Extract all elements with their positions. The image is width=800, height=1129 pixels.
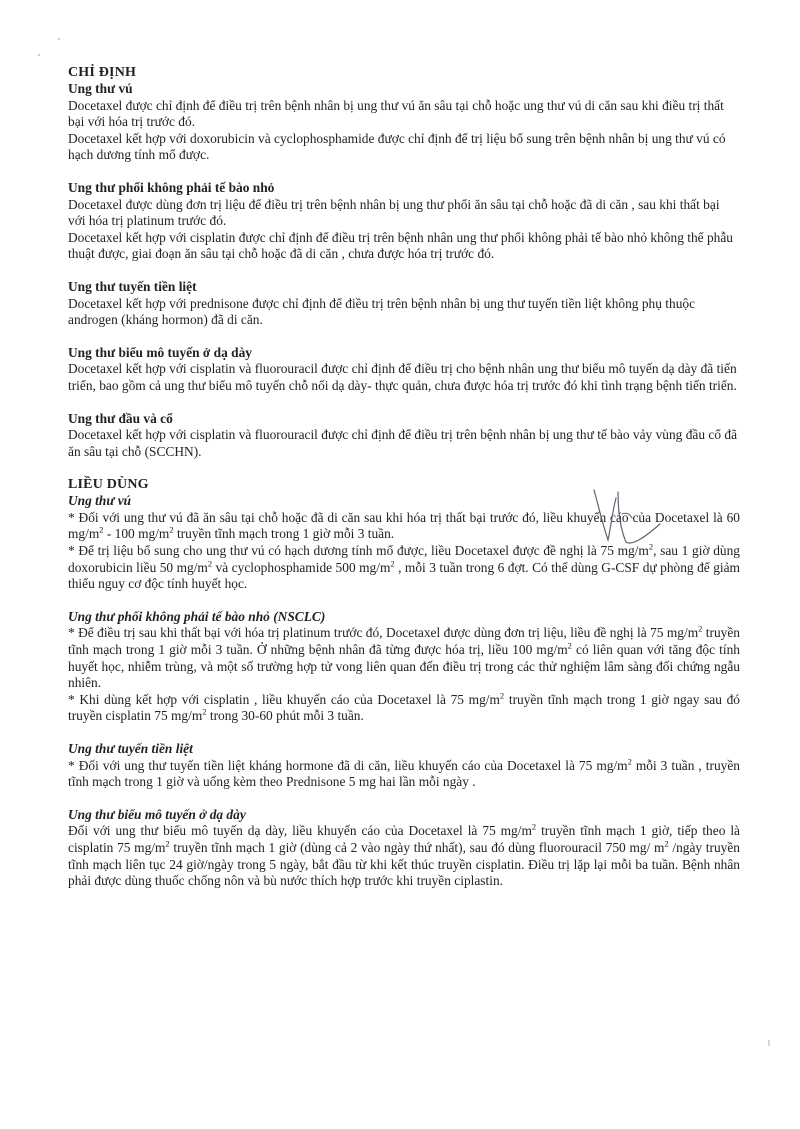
dosage-nsclc-bullet-2: * Khi dùng kết hợp với cisplatin , liều khuyến cáo của Docetaxel là 75 $mg/m^2$ truyền tĩnh mạch trong 1 giờ ngay sau đó truyền cisplatin 75 $mg/m^2$ trong 30-60 phút mỗi 3 tuần.	[68, 690, 740, 724]
indication-head-neck-p1: Docetaxel kết hợp với cisplatin và fluorouracil được chỉ định để điều trị trên bệnh nhân bị ung thư tế bào vảy vùng đầu cổ đã ăn sâu tại chỗ (SCCHN).	[68, 427, 738, 459]
indication-breast-p1: Docetaxel được chỉ định để điều trị trên bệnh nhân bị ung thư vú ăn sâu tại chỗ hoặc ung thư vú di căn sau khi điều trị thất bại với hóa trị trước đó.	[68, 97, 724, 130]
indication-prostate-p1: Docetaxel kết hợp với prednisone được chỉ định để điều trị trên bệnh nhân bị ung thư tuyến tiền liệt không phụ thuộc androgen (kháng hormon) đã di căn.	[68, 295, 696, 328]
dosage-heading: LIỀU DÙNG	[68, 477, 149, 493]
indication-breast-title: Ung thư vú	[68, 81, 133, 96]
dosage-prostate-title: Ung thư tuyến tiền liệt	[68, 741, 193, 756]
dosage-prostate-bullet-1: * Đối với ung thư tuyến tiền liệt kháng hormone đã di căn, liều khuyến cáo của Docetaxel là 75 $mg/m^2$ mỗi 3 tuần , truyền tĩnh mạch trong 1 giờ và uống kèm theo Prednisone 5 mg hai lần mỗi ngày .	[68, 756, 740, 790]
indication-nsclc-p2: Docetaxel kết hợp với cisplatin được chỉ định để điều trị trên bệnh nhân ung thư phổi không phải tế bào nhỏ không thể phẫu thuật được, giai đoạn ăn sâu tại chỗ hoặc đã di căn , chưa được hóa trị trước đó.	[68, 229, 733, 262]
document-page	[68, 64, 740, 890]
dosage-nsclc-title: Ung thư phổi không phải tế bào nhỏ (NSCLC)	[68, 608, 326, 624]
indication-nsclc-title: Ung thư phổi không phải tế bào nhỏ	[68, 179, 275, 195]
handwritten-signature	[588, 484, 668, 554]
indication-breast-p2: Docetaxel kết hợp với doxorubicin và cyclophosphamide được chỉ định để trị liệu bổ sung trên bệnh nhân bị ung thư vú có hạch dương tính mổ được.	[68, 130, 726, 163]
dosage-breast-bullet-1: * Đối với ung thư vú đã ăn sâu tại chỗ hoặc đã di căn sau khi hóa trị thất bại trước đó, liều khuyến cáo của Docetaxel là 60 $mg/m^2 - 100$ $mg/m^2$ truyền tĩnh mạch trong 1 giờ mỗi 3 tuần.	[68, 509, 740, 542]
scan-speck	[768, 1040, 770, 1046]
indication-nsclc-p1: Docetaxel được dùng đơn trị liệu để điều trị trên bệnh nhân bị ung thư phổi ăn sâu tại chỗ hoặc đã di căn , sau khi thất bại với hóa trị platinum trước đó.	[68, 196, 720, 229]
dosage-nsclc-bullet-1: * Để điều trị sau khi thất bại với hóa trị platinum trước đó, Docetaxel được dùng đơn trị liệu, liều đề nghị là 75 $mg/m^2$ truyền tĩnh mạch trong 1 giờ mỗi 3 tuần. Ở những bệnh nhân đã từng được hóa trị, liều 100 $mg/m^2$ có liên quan với tăng độc tính huyết học, nhiễm trùng, và một số trường hợp tử vong liên quan đến điều trị trong các thử nghiệm lâm sàng đối chứng ngẫu nhiên.	[68, 623, 740, 691]
indication-head-neck-title: Ung thư đầu và cổ	[68, 410, 173, 426]
indications-heading: CHỈ ĐỊNH	[68, 65, 137, 80]
scan-speck	[38, 54, 40, 56]
indication-gastric-title: Ung thư biểu mô tuyến ở dạ dày	[68, 344, 252, 360]
indication-prostate-title: Ung thư tuyến tiền liệt	[68, 278, 197, 294]
dosage-gastric-paragraph: Đối với ung thư biểu mô tuyến dạ dày, liều khuyến cáo của Docetaxel là 75 $mg/m^2$ truyền tĩnh mạch 1 giờ, tiếp theo là cisplatin 75 $mg/m^2$ truyền tĩnh mạch 1 giờ (dùng cả 2 vào ngày thứ nhất), sau đó dùng fluorouracil 750 mg/ $m^2$ /ngày truyền tĩnh mạch liên tục 24 giờ/ngày trong 5 ngày, bắt đầu từ khi kết thúc truyền cisplatin. Điều trị lặp lại mỗi ba tuần. Bệnh nhân phải được dùng thuốc chống nôn và bù nước thích hợp trước khi truyền ciplastin.	[68, 821, 741, 889]
indication-gastric-p1: Docetaxel kết hợp với cisplatin và fluorouracil được chỉ định để điều trị cho bệnh nhân ung thư biểu mô tuyến dạ dày đã tiến triển, bao gồm cả ung thư biểu mô tuyến chỗ nối dạ dày- thực quản, chưa được hóa trị trước đó khi tình trạng bệnh tiến triển.	[68, 361, 737, 393]
dosage-breast-bullet-2: * Để trị liệu bổ sung cho ung thư vú có hạch dương tính mổ được, liều Docetaxel được đề nghị là 75 $mg/m^2$, sau 1 giờ dùng doxorubicin liều 50 $mg/m^2$ và cyclophosphamide 500 $mg/m^2$ , mỗi 3 tuần trong 6 đợt. Có thể dùng G-CSF dự phòng để giảm thiểu nguy cơ độc tính huyết học.	[68, 541, 740, 592]
dosage-gastric-title: Ung thư biểu mô tuyến ở dạ dày	[68, 806, 246, 822]
scan-speck	[58, 38, 60, 40]
dosage-breast-title: Ung thư vú	[68, 493, 132, 509]
